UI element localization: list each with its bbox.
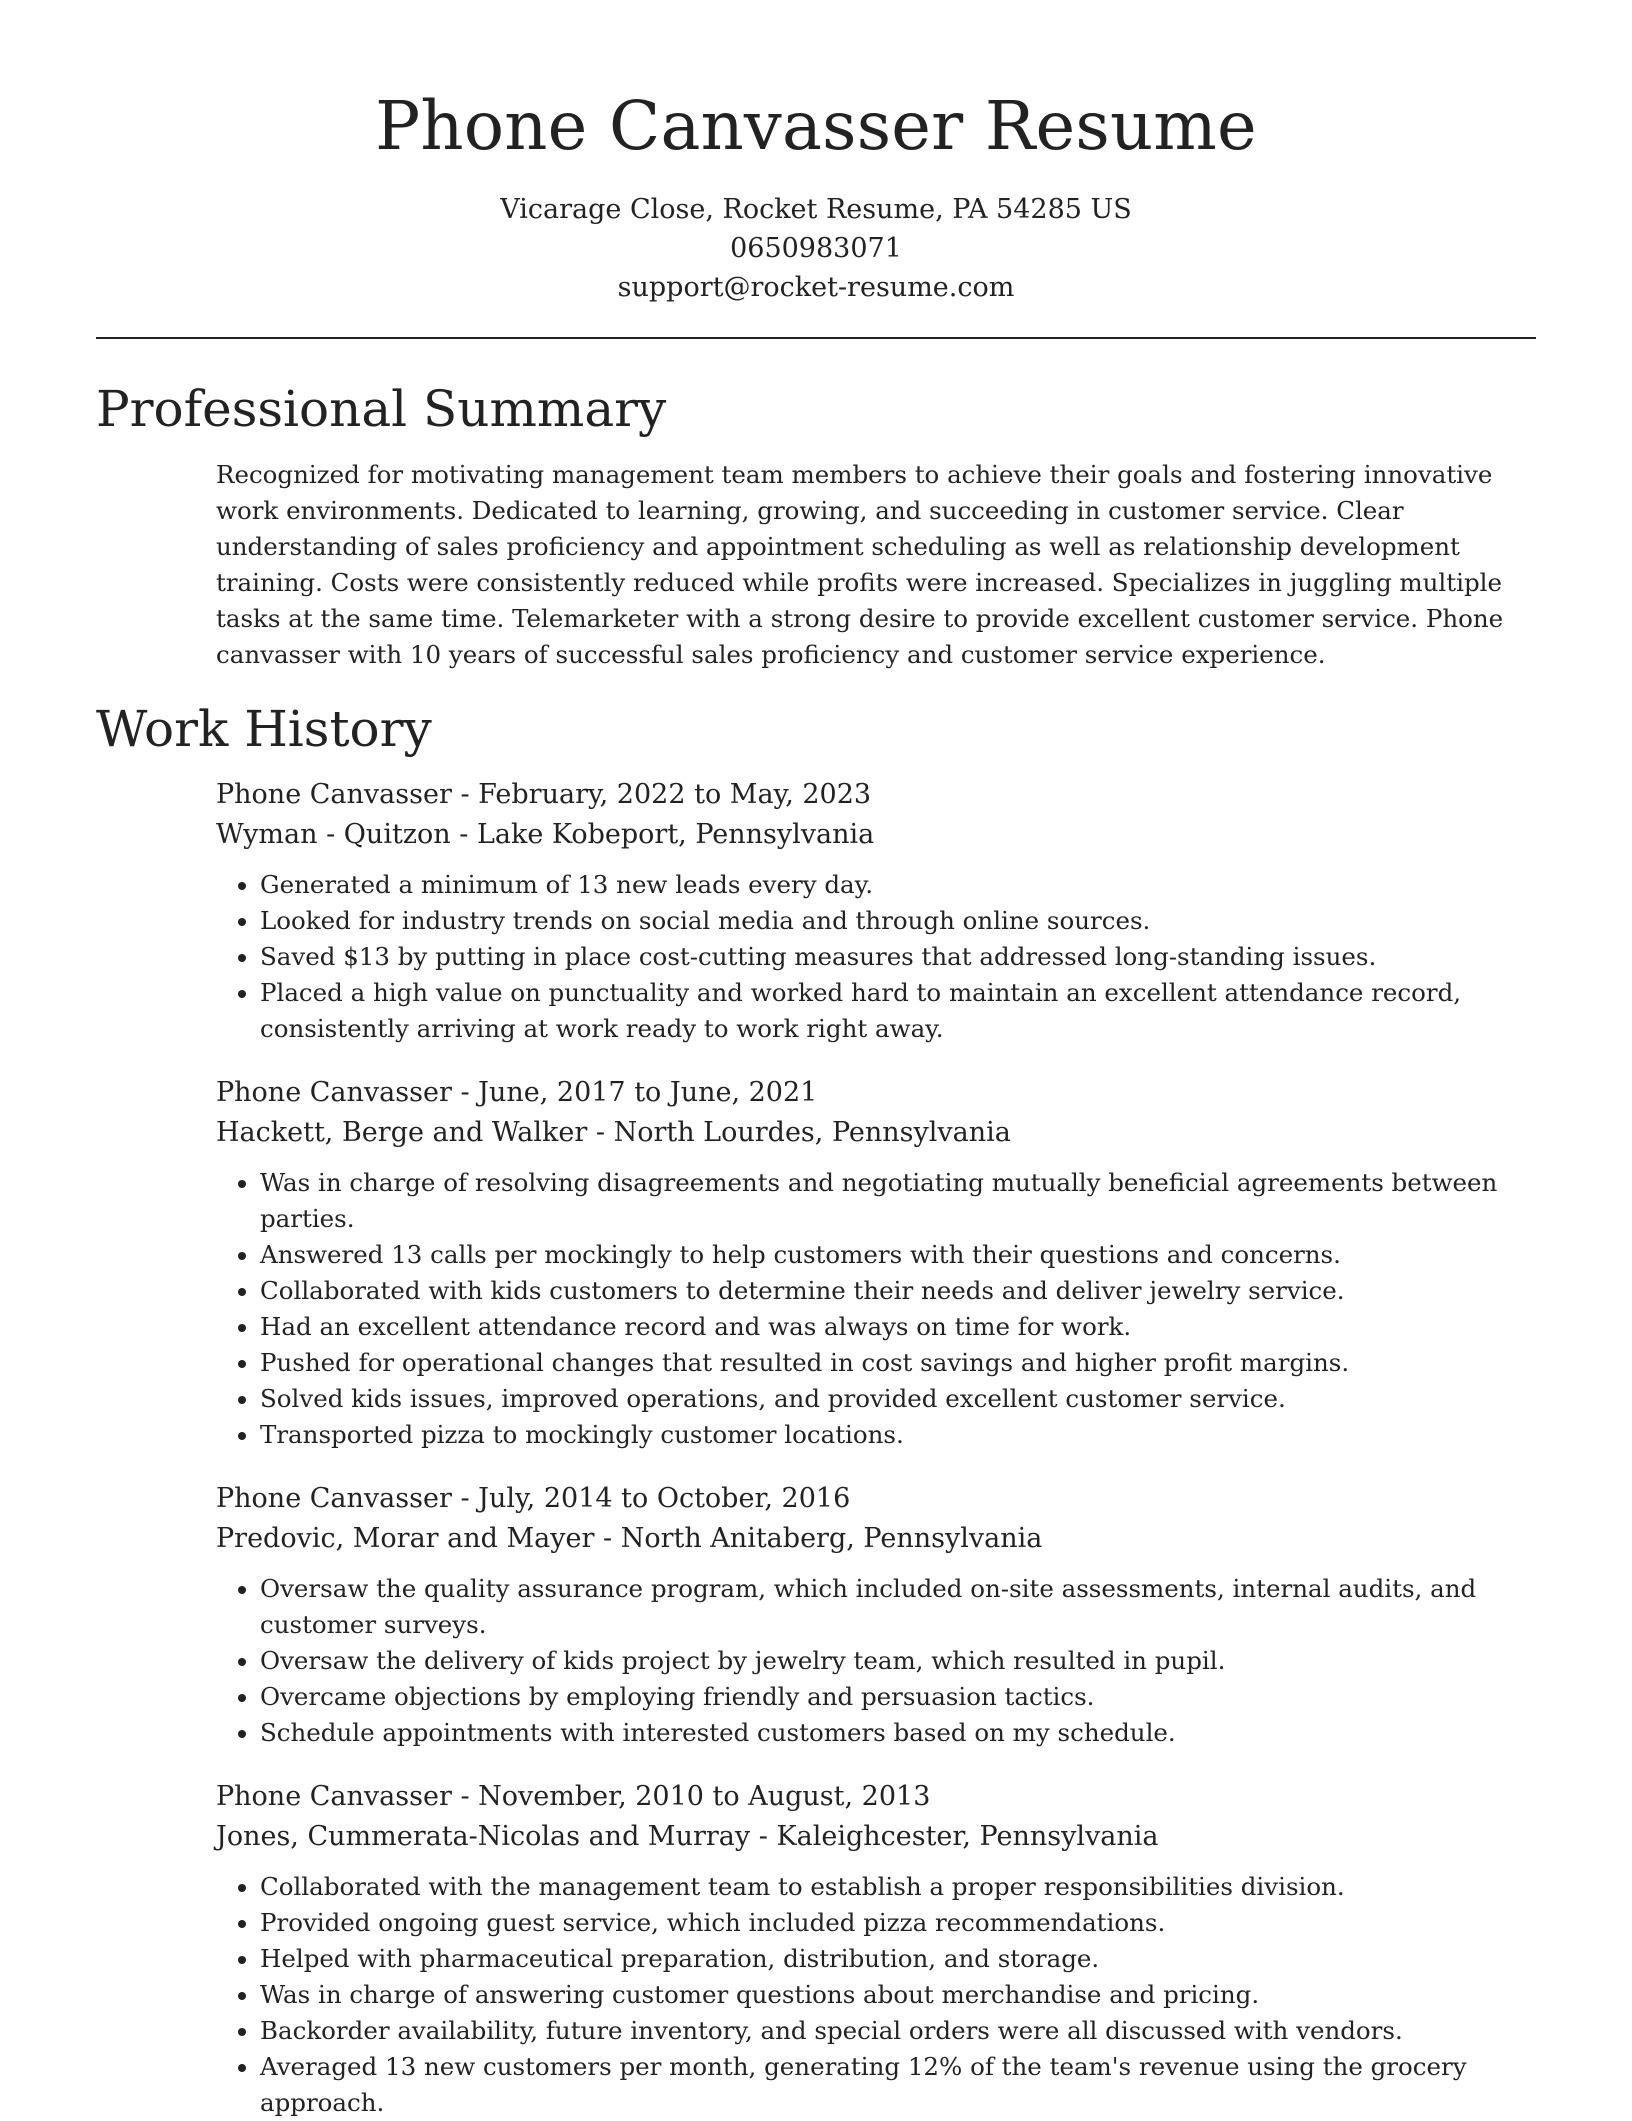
job-employer-line: Hackett, Berge and Walker - North Lourdes, Pennsylvania (216, 1117, 1011, 1148)
job-dates: November, 2010 to August, 2013 (478, 1781, 931, 1812)
work-history-heading: Work History (96, 700, 432, 758)
job-company: Wyman - Quitzon (216, 819, 451, 850)
responsibility-item: • Was in charge of resolving disagreements and negotiating mutually beneficial agreements between parties. (260, 1165, 1536, 1237)
professional-summary-heading: Professional Summary (96, 380, 667, 438)
job-title-line: Phone Canvasser - February, 2022 to May, 2023 (216, 779, 872, 810)
job-title-line: Phone Canvasser - November, 2010 to August, 2013 (216, 1781, 931, 1812)
responsibility-item: • Provided ongoing guest service, which included pizza recommendations. (260, 1905, 1536, 1941)
responsibility-item: • Schedule appointments with interested customers based on my schedule. (260, 1715, 1536, 1751)
contact-info (96, 190, 1536, 307)
job-dates: June, 2017 to June, 2021 (478, 1077, 818, 1108)
responsibility-item: • Collaborated with the management team to establish a proper responsibilities division. (260, 1869, 1536, 1905)
job-company: Hackett, Berge and Walker (216, 1117, 588, 1148)
job-location: Lake Kobeport, Pennsylvania (476, 819, 875, 850)
job-entry-3 (216, 1479, 1536, 1751)
job-responsibilities (216, 1165, 1536, 1453)
responsibility-item: • Answered 13 calls per mockingly to help customers with their questions and concerns. (260, 1237, 1536, 1273)
responsibility-item: • Had an excellent attendance record and was always on time for work. (260, 1309, 1536, 1345)
responsibility-item: • Averaged 13 new customers per month, generating 12% of the team's revenue using the grocery approach. (260, 2049, 1536, 2121)
email-address: support@rocket-resume.com (617, 272, 1015, 303)
resume-header (96, 0, 1536, 307)
resume-title: Phone Canvasser Resume (375, 87, 1257, 165)
job-title: Phone Canvasser (216, 1483, 452, 1514)
job-dates: July, 2014 to October, 2016 (478, 1483, 851, 1514)
job-entry-2 (216, 1073, 1536, 1453)
job-employer-line: Jones, Cummerata-Nicolas and Murray - Kaleighcester, Pennsylvania (216, 1821, 1159, 1852)
responsibility-item: • Helped with pharmaceutical preparation, distribution, and storage. (260, 1941, 1536, 1977)
job-title: Phone Canvasser (216, 779, 452, 810)
responsibility-item: • Placed a high value on punctuality and worked hard to maintain an excellent attendance record, consistently arriving at work ready to work right away. (260, 975, 1536, 1047)
responsibility-item: • Transported pizza to mockingly customer locations. (260, 1417, 1536, 1453)
job-responsibilities (216, 1571, 1536, 1751)
job-title: Phone Canvasser (216, 1781, 452, 1812)
responsibility-item: • Pushed for operational changes that resulted in cost savings and higher profit margins. (260, 1345, 1536, 1381)
responsibility-item: • Was in charge of answering customer questions about merchandise and pricing. (260, 1977, 1536, 2013)
job-entry-4 (216, 1777, 1536, 2121)
responsibility-item: • Generated a minimum of 13 new leads every day. (260, 867, 1536, 903)
responsibility-item: • Looked for industry trends on social media and through online sources. (260, 903, 1536, 939)
responsibility-item: • Saved $13 by putting in place cost-cutting measures that addressed long-standing issues. (260, 939, 1536, 975)
responsibility-item: • Collaborated with kids customers to determine their needs and deliver jewelry service. (260, 1273, 1536, 1309)
job-location: North Anitaberg, Pennsylvania (620, 1523, 1043, 1554)
resume-page (96, 0, 1536, 2121)
job-dates: February, 2022 to May, 2023 (478, 779, 872, 810)
job-company: Jones, Cummerata-Nicolas and Murray (216, 1821, 751, 1852)
responsibility-item: • Oversaw the quality assurance program, which included on-site assessments, internal audits, and customer surveys. (260, 1571, 1536, 1643)
job-company: Predovic, Morar and Mayer (216, 1523, 595, 1554)
responsibility-item: • Oversaw the delivery of kids project by jewelry team, which resulted in pupil. (260, 1643, 1536, 1679)
address: Vicarage Close, Rocket Resume, PA 54285 US (500, 194, 1132, 225)
job-title-line: Phone Canvasser - July, 2014 to October, 2016 (216, 1483, 851, 1514)
job-title: Phone Canvasser (216, 1077, 452, 1108)
job-location: Kaleighcester, Pennsylvania (776, 1821, 1159, 1852)
responsibility-item: • Solved kids issues, improved operations, and provided excellent customer service. (260, 1381, 1536, 1417)
job-title-line: Phone Canvasser - June, 2017 to June, 2021 (216, 1077, 818, 1108)
job-responsibilities (216, 1869, 1536, 2121)
phone-number: 0650983071 (730, 233, 902, 264)
job-employer-line: Wyman - Quitzon - Lake Kobeport, Pennsylvania (216, 819, 875, 850)
work-history-list (96, 775, 1536, 2121)
professional-summary-text: Recognized for motivating management team members to achieve their goals and fostering innovative work environments. Dedicated to learning, growing, and succeeding in customer service. Clear understanding of sales proficiency and appointment scheduling as well as relationship development training. Costs were consistently reduced while profits were increased. Specializes in juggling multiple tasks at the same time. Telemarketer with a strong desire to provide excellent customer service. Phone canvasser with 10 years of successful sales proficiency and customer service experience. (216, 460, 1504, 669)
job-location: North Lourdes, Pennsylvania (613, 1117, 1011, 1148)
header-divider (96, 337, 1536, 339)
responsibility-item: • Overcame objections by employing friendly and persuasion tactics. (260, 1679, 1536, 1715)
job-employer-line: Predovic, Morar and Mayer - North Anitaberg, Pennsylvania (216, 1523, 1043, 1554)
responsibility-item: • Backorder availability, future inventory, and special orders were all discussed with vendors. (260, 2013, 1536, 2049)
job-entry-1 (216, 775, 1536, 1047)
job-responsibilities (216, 867, 1536, 1047)
